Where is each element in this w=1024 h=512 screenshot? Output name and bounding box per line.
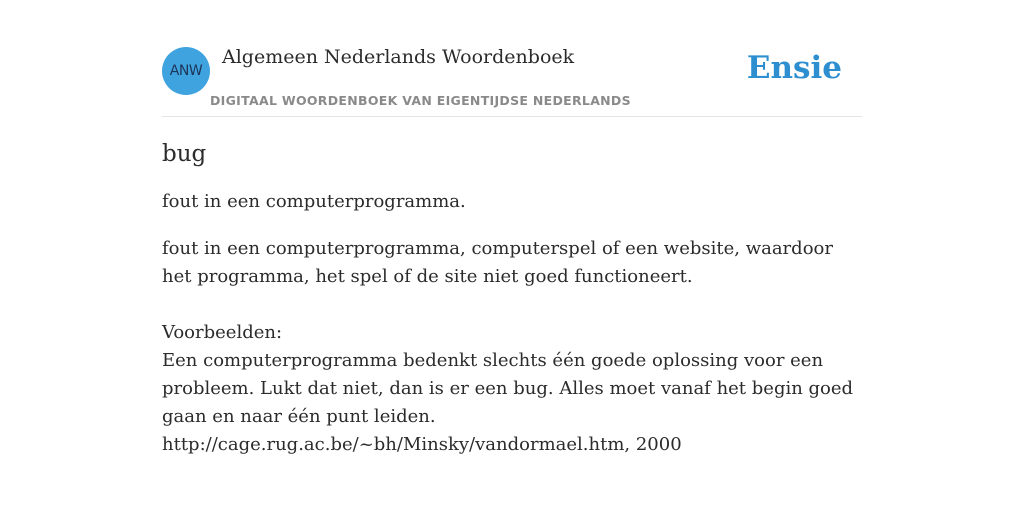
headword: bug [162, 141, 207, 167]
site-subtitle: DIGITAAL WOORDENBOEK VAN EIGENTIJDSE NEDERLANDS [210, 93, 631, 108]
example-source: http://cage.rug.ac.be/~bh/Minsky/vandormael.htm, 2000 [162, 434, 682, 455]
examples-block [162, 319, 862, 459]
entry-content [162, 136, 862, 459]
short-definition: fout in een computerprogramma. [162, 191, 466, 212]
examples-label: Voorbeelden: [162, 322, 283, 343]
site-title[interactable]: Algemeen Nederlands Woordenboek [222, 46, 575, 68]
site-header [162, 40, 862, 117]
ensie-brand-logo[interactable]: Ensie [746, 50, 842, 86]
anw-logo[interactable]: ANW [162, 47, 210, 95]
long-definition: fout in een computerprogramma, computerspel of een website, waardoor het programma, het spel of de site niet goed functioneert. [162, 238, 833, 287]
example-text: Een computerprogramma bedenkt slechts één goede oplossing voor een probleem. Lukt dat niet, dan is er een bug. Alles moet vanaf het begin goed gaan en naar één punt leiden. [162, 350, 854, 427]
